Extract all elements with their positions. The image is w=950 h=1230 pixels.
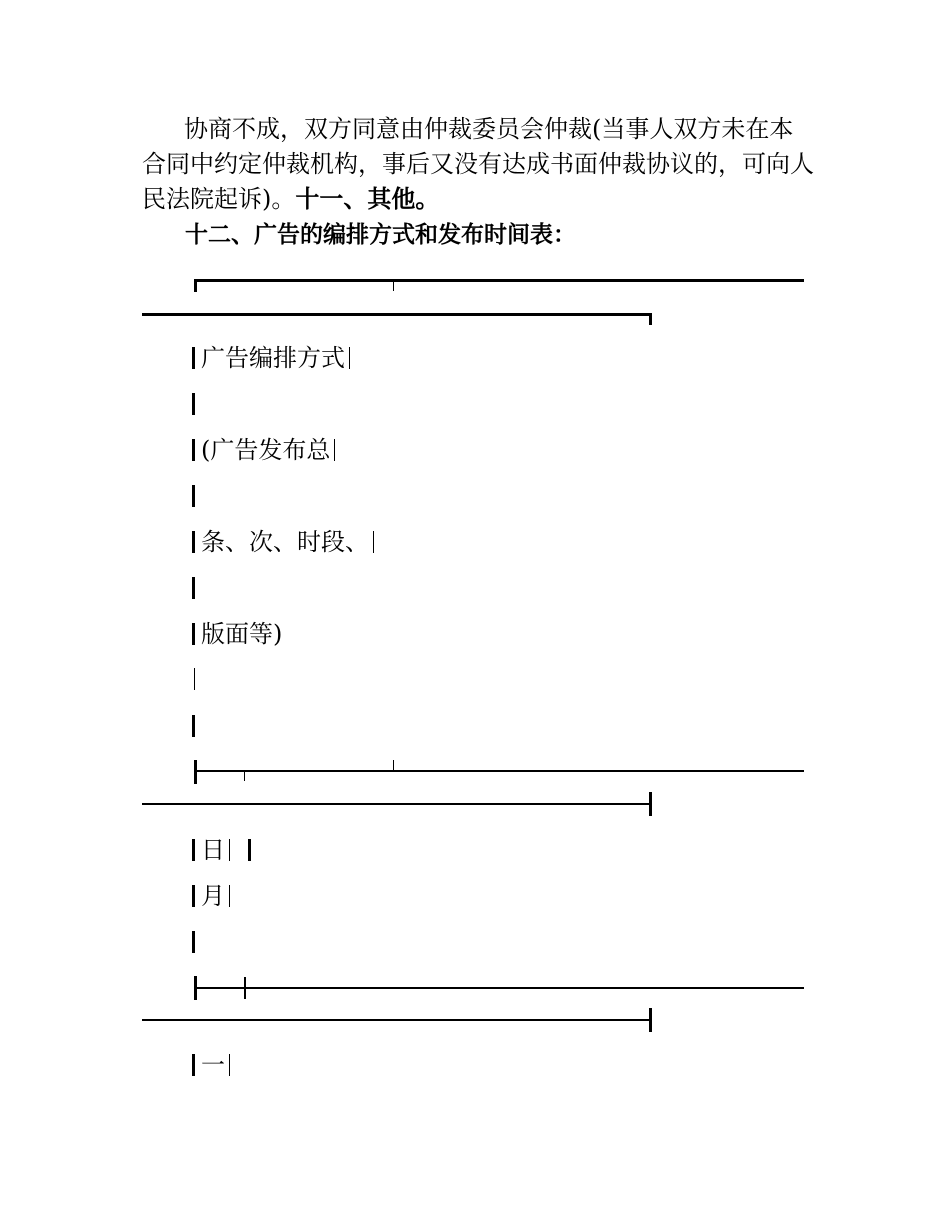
table-cell: 条、次、时段、 — [201, 528, 369, 556]
table-cell: 广告编排方式 — [201, 344, 345, 372]
intro-text: 协商不成，双方同意由仲裁委员会仲裁(当事人双方未在本合同中约定仲裁机构，事后又没有达成书面仲裁协议的，可向人民法院起诉)。 — [142, 115, 814, 213]
table-row — [192, 389, 201, 419]
table-row — [192, 619, 282, 649]
table-row — [192, 573, 201, 603]
table-row — [192, 481, 201, 511]
table-row — [192, 711, 201, 741]
table-row — [192, 927, 201, 957]
table-row — [192, 1050, 230, 1080]
table-row — [192, 527, 374, 557]
table-cell: 日 — [201, 836, 225, 864]
section-11-heading: 十一、其他。 — [295, 185, 440, 213]
table-cell: (广告发布总 — [201, 436, 331, 464]
table-divider — [194, 668, 195, 690]
table-cell: 月 — [201, 882, 225, 910]
table-row — [192, 435, 335, 465]
table-row — [192, 881, 230, 911]
table-cell: 版面等) — [201, 620, 283, 648]
intro-paragraph — [142, 112, 814, 217]
section-12-heading: 十二、广告的编排方式和发布时间表： — [185, 222, 576, 248]
table-row — [192, 835, 251, 865]
table-row — [192, 343, 350, 373]
table-cell: 一 — [201, 1051, 225, 1079]
